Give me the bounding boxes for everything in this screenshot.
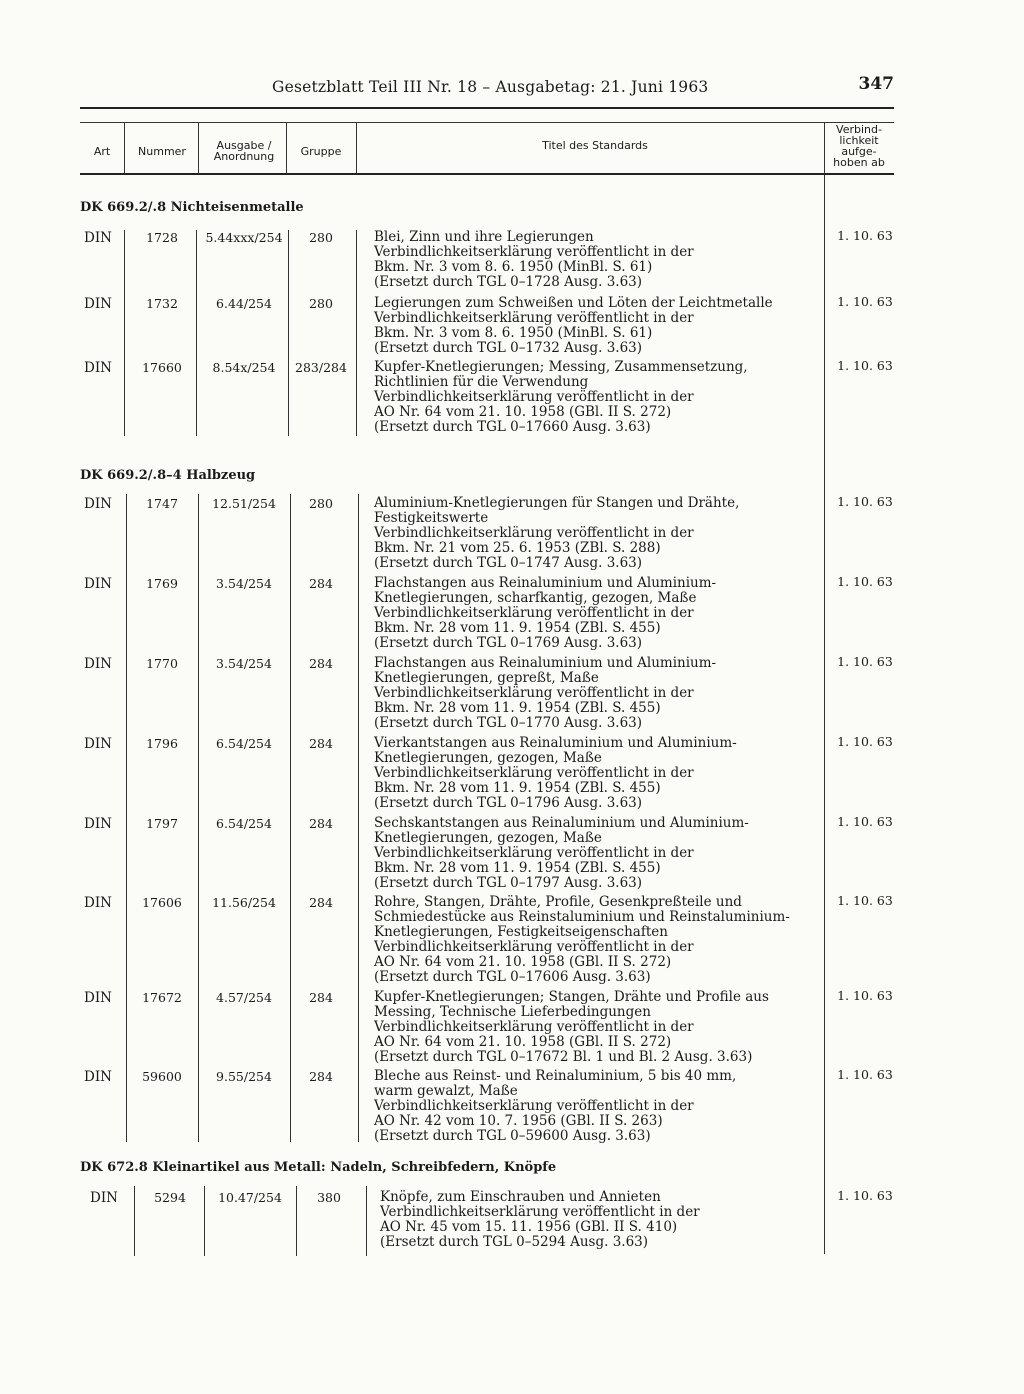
row-divider [366,1186,367,1256]
entry-art: DIN [84,990,112,1006]
entry-line: (Ersetzt durch TGL 0–59600 Ausg. 3.63) [374,1128,651,1144]
header-title: Gesetzblatt Teil III Nr. 18 – Ausgabetag: 21. Juni 1963 [272,78,709,96]
entry-nummer: 1796 [146,736,178,751]
entry-line: Kupfer-Knetlegierungen; Messing, Zusammensetzung, [374,359,748,375]
entry-ausgabe: 9.55/254 [216,1069,272,1084]
entry-nummer: 1770 [146,656,178,671]
entry-nummer: 1769 [146,576,178,591]
entry-line: Knetlegierungen, scharfkantig, gezogen, Maße [374,590,697,606]
entry-line: Knetlegierungen, gezogen, Maße [374,750,602,766]
entry-line: Verbindlichkeitserklärung veröffentlicht in der [374,845,694,861]
entry-art: DIN [84,816,112,832]
entry-date: 1. 10. 63 [837,294,893,309]
entry-art: DIN [84,230,112,246]
row-divider [358,494,359,1142]
entry-line: Verbindlichkeitserklärung veröffentlicht in der [374,389,694,405]
entry-art: DIN [84,496,112,512]
header-rule [80,107,894,109]
entry-line: AO Nr. 64 vom 21. 10. 1958 (GBl. II S. 272) [374,954,672,970]
entry-gruppe: 284 [309,656,333,671]
entry-line: Knetlegierungen, gepreßt, Maße [374,670,599,686]
entry-nummer: 59600 [142,1069,182,1084]
col-divider [824,122,825,174]
entry-line: Legierungen zum Schweißen und Löten der Leichtmetalle [374,295,773,311]
col-ausgabe-line2: Anordnung [213,150,275,163]
entry-line: AO Nr. 64 vom 21. 10. 1958 (GBl. II S. 272) [374,1034,672,1050]
entry-nummer: 5294 [154,1190,186,1205]
col-nummer: Nummer [138,145,186,158]
entry-date: 1. 10. 63 [837,734,893,749]
col-verb-line1: Verbind- [836,123,882,136]
entry-art: DIN [84,736,112,752]
entry-date: 1. 10. 63 [837,358,893,373]
page-header [80,72,894,102]
entry-art: DIN [84,1069,112,1085]
entry-art: DIN [84,656,112,672]
entry-line: Verbindlichkeitserklärung veröffentlicht in der [374,765,694,781]
row-divider [356,230,357,436]
entry-line: (Ersetzt durch TGL 0–1728 Ausg. 3.63) [374,274,643,290]
entry-line: Flachstangen aus Reinaluminium und Aluminium- [374,655,717,671]
entry-title [374,736,834,811]
entry-date: 1. 10. 63 [837,893,893,908]
entry-line: Sechskantstangen aus Reinaluminium und Aluminium- [374,815,749,831]
entry-line: Verbindlichkeitserklärung veröffentlicht in der [374,939,694,955]
section-title: DK 669.2/.8–4 Halbzeug [80,468,256,483]
entry-nummer: 1728 [146,230,178,245]
entry-line: Festigkeitswerte [374,510,489,526]
entry-line: (Ersetzt durch TGL 0–1796 Ausg. 3.63) [374,795,643,811]
entry-date: 1. 10. 63 [837,574,893,589]
entry-line: Schmiedestücke aus Reinstaluminium und Reinstaluminium- [374,909,790,925]
entry-title [374,576,834,651]
entry-title [380,1190,840,1250]
entry-art: DIN [84,895,112,911]
section-title: DK 669.2/.8 Nichteisenmetalle [80,200,304,215]
entry-line: Flachstangen aus Reinaluminium und Aluminium- [374,575,717,591]
column-header [80,122,894,176]
entry-ausgabe: 6.44/254 [216,296,272,311]
entry-nummer: 1747 [146,496,178,511]
column-header-top-rule [80,122,894,123]
entry-title [374,296,834,356]
entry-ausgabe: 4.57/254 [216,990,272,1005]
entry-ausgabe: 5.44xxx/254 [205,230,283,245]
entry-art: DIN [84,360,112,376]
entry-nummer: 17606 [142,895,182,910]
entry-line: Verbindlichkeitserklärung veröffentlicht in der [374,685,694,701]
entry-ausgabe: 12.51/254 [212,496,276,511]
entry-date: 1. 10. 63 [837,814,893,829]
col-verb-line2: lichkeit [839,134,879,147]
entry-nummer: 17660 [142,360,182,375]
row-divider [196,230,197,436]
entry-line: Bkm. Nr. 3 vom 8. 6. 1950 (MinBl. S. 61) [374,325,653,341]
col-ausgabe [200,140,288,162]
entry-line: Verbindlichkeitserklärung veröffentlicht in der [374,525,694,541]
row-divider [288,230,289,436]
entry-gruppe: 280 [309,496,333,511]
col-art: Art [93,145,111,158]
entry-line: Knöpfe, zum Einschrauben und Annieten [380,1189,661,1205]
entry-line: Verbindlichkeitserklärung veröffentlicht in der [374,244,694,260]
entry-line: Verbindlichkeitserklärung veröffentlicht in der [374,605,694,621]
entry-gruppe: 284 [309,816,333,831]
entry-date: 1. 10. 63 [837,654,893,669]
entry-title [374,230,834,290]
entry-ausgabe: 11.56/254 [212,895,276,910]
entry-line: Knetlegierungen, Festigkeitseigenschaften [374,924,668,940]
entry-line: (Ersetzt durch TGL 0–17606 Ausg. 3.63) [374,969,651,985]
entry-gruppe: 283/284 [295,360,347,375]
col-ausgabe-line1: Ausgabe / [216,139,272,152]
entry-line: Bkm. Nr. 3 vom 8. 6. 1950 (MinBl. S. 61) [374,259,653,275]
entry-line: AO Nr. 42 vom 10. 7. 1956 (GBl. II S. 263) [374,1113,663,1129]
entry-line: Verbindlichkeitserklärung veröffentlicht in der [374,1019,694,1035]
entry-date: 1. 10. 63 [837,988,893,1003]
entry-line: Verbindlichkeitserklärung veröffentlicht in der [374,1098,694,1114]
page-number: 347 [858,74,894,94]
entry-line: (Ersetzt durch TGL 0–17672 Bl. 1 und Bl. 2 Ausg. 3.63) [374,1049,753,1065]
entry-art: DIN [90,1190,118,1206]
entry-date: 1. 10. 63 [837,1067,893,1082]
entry-date: 1. 10. 63 [837,228,893,243]
entry-line: Bleche aus Reinst- und Reinaluminium, 5 bis 40 mm, [374,1068,737,1084]
entry-date: 1. 10. 63 [837,1188,893,1203]
col-divider [356,122,357,174]
entry-title [374,1069,834,1144]
entry-art: DIN [84,576,112,592]
col-verbindlichkeit [824,124,894,168]
entry-gruppe: 380 [317,1190,341,1205]
entry-line: Verbindlichkeitserklärung veröffentlicht in der [380,1204,700,1220]
entry-ausgabe: 8.54x/254 [212,360,276,375]
entry-nummer: 17672 [142,990,182,1005]
entry-line: Blei, Zinn und ihre Legierungen [374,229,594,245]
entry-line: AO Nr. 45 vom 15. 11. 1956 (GBl. II S. 410) [380,1219,678,1235]
entry-gruppe: 284 [309,576,333,591]
entry-gruppe: 284 [309,895,333,910]
entry-gruppe: 280 [309,230,333,245]
entry-title [374,656,834,731]
entry-gruppe: 284 [309,736,333,751]
entry-line: Messing, Technische Lieferbedingungen [374,1004,651,1020]
entry-ausgabe: 6.54/254 [216,816,272,831]
entry-line: (Ersetzt durch TGL 0–1732 Ausg. 3.63) [374,340,643,356]
col-divider [286,122,287,174]
entry-ausgabe: 3.54/254 [216,576,272,591]
entry-date: 1. 10. 63 [837,494,893,509]
entry-line: (Ersetzt durch TGL 0–1770 Ausg. 3.63) [374,715,643,731]
entry-line: Bkm. Nr. 21 vom 25. 6. 1953 (ZBl. S. 288) [374,540,661,556]
entry-gruppe: 284 [309,1069,333,1084]
entry-nummer: 1732 [146,296,178,311]
entry-line: (Ersetzt durch TGL 0–1797 Ausg. 3.63) [374,875,643,891]
entry-ausgabe: 3.54/254 [216,656,272,671]
entry-title [374,990,834,1065]
entry-line: (Ersetzt durch TGL 0–1747 Ausg. 3.63) [374,555,643,571]
entry-line: Knetlegierungen, gezogen, Maße [374,830,602,846]
entry-line: (Ersetzt durch TGL 0–5294 Ausg. 3.63) [380,1234,649,1250]
entry-gruppe: 280 [309,296,333,311]
col-divider [198,122,199,174]
entry-line: Richtlinien für die Verwendung [374,374,589,390]
entry-line: Verbindlichkeitserklärung veröffentlicht in der [374,310,694,326]
entry-ausgabe: 6.54/254 [216,736,272,751]
entry-line: (Ersetzt durch TGL 0–17660 Ausg. 3.63) [374,419,651,435]
entry-line: Bkm. Nr. 28 vom 11. 9. 1954 (ZBl. S. 455) [374,700,661,716]
entry-title [374,816,834,891]
col-titel: Titel des Standards [542,139,648,152]
entry-art: DIN [84,296,112,312]
col-verb-line4: hoben ab [833,156,885,169]
entry-line: Vierkantstangen aus Reinaluminium und Aluminium- [374,735,737,751]
entry-title [374,496,834,571]
entry-line: Bkm. Nr. 28 vom 11. 9. 1954 (ZBl. S. 455) [374,860,661,876]
entry-line: Kupfer-Knetlegierungen; Stangen, Drähte und Profile aus [374,989,769,1005]
section-title: DK 672.8 Kleinartikel aus Metall: Nadeln, Schreibfedern, Knöpfe [80,1160,557,1175]
entry-nummer: 1797 [146,816,178,831]
col-divider [124,122,125,174]
col-gruppe: Gruppe [300,145,342,158]
entry-line: AO Nr. 64 vom 21. 10. 1958 (GBl. II S. 272) [374,404,672,420]
entry-line: Aluminium-Knetlegierungen für Stangen und Drähte, [374,495,740,511]
entry-line: warm gewalzt, Maße [374,1083,518,1099]
col-verb-line3: aufge- [841,145,877,158]
column-header-bottom-rule [80,173,894,175]
entry-ausgabe: 10.47/254 [218,1190,282,1205]
row-divider [124,230,125,436]
entry-line: Bkm. Nr. 28 vom 11. 9. 1954 (ZBl. S. 455) [374,780,661,796]
entry-title [374,360,834,435]
entry-line: Rohre, Stangen, Drähte, Profile, Gesenkpreßteile und [374,894,742,910]
entry-gruppe: 284 [309,990,333,1005]
entry-line: (Ersetzt durch TGL 0–1769 Ausg. 3.63) [374,635,643,651]
entry-line: Bkm. Nr. 28 vom 11. 9. 1954 (ZBl. S. 455) [374,620,661,636]
entry-title [374,895,834,985]
